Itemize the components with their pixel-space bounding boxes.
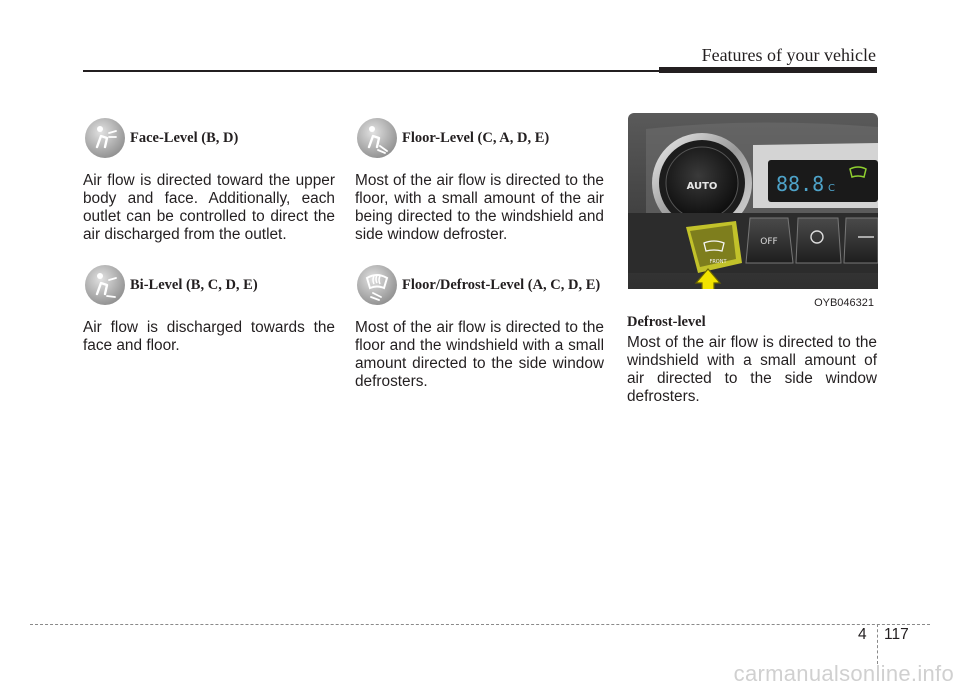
climate-control-photo [628, 113, 878, 310]
section-heading: Face-Level (B, D) [130, 129, 239, 146]
header-rule [83, 70, 659, 72]
section-body: Most of the air flow is directed to the floor and the windshield with a small amount directed to the side window defrosters. [355, 319, 604, 390]
header-rule-accent [659, 67, 877, 73]
face-level-mode-icon [83, 116, 127, 160]
watermark: carmanualsonline.info [733, 661, 954, 686]
section-heading: Floor/Defrost-Level (A, C, D, E) [402, 276, 601, 293]
front-defrost-button-label: FRONT [709, 259, 727, 265]
auto-button-label: AUTO [686, 181, 718, 192]
chapter-number: 4 [858, 626, 867, 643]
figure-code: OYB046321 [814, 297, 874, 309]
off-button-label: OFF [760, 237, 778, 247]
footer-rule [30, 624, 930, 625]
panel-display-text: 88.8 [776, 172, 825, 196]
floor-defrost-mode-icon [355, 263, 399, 307]
section-floor-defrost-level [355, 263, 604, 391]
section-body: Most of the air flow is directed to the floor, with a small amount of the air being directed to the windshield and side window defroster. [355, 172, 604, 243]
section-heading: Floor-Level (C, A, D, E) [402, 129, 550, 146]
page-number: 117 [884, 626, 909, 643]
defrost-level-body: Most of the air flow is directed to the windshield with a small amount of air directed to the side window defrosters. [627, 334, 877, 405]
floor-level-mode-icon [355, 116, 399, 160]
footer-divider [877, 624, 878, 664]
section-bi-level [83, 263, 335, 355]
section-floor-level [355, 116, 604, 244]
section-face-level [83, 116, 335, 244]
section-heading: Bi-Level (B, C, D, E) [130, 276, 258, 293]
section-body: Air flow is directed toward the upper body and face. Additionally, each outlet can be controlled to direct the air discharged from the outlet. [83, 172, 335, 243]
defrost-level-heading: Defrost-level [627, 314, 706, 330]
page-header-title: Features of your vehicle [701, 45, 876, 65]
section-body: Air flow is discharged towards the face and floor. [83, 319, 335, 354]
panel-display-unit: C [828, 183, 835, 194]
bi-level-mode-icon [83, 263, 127, 307]
